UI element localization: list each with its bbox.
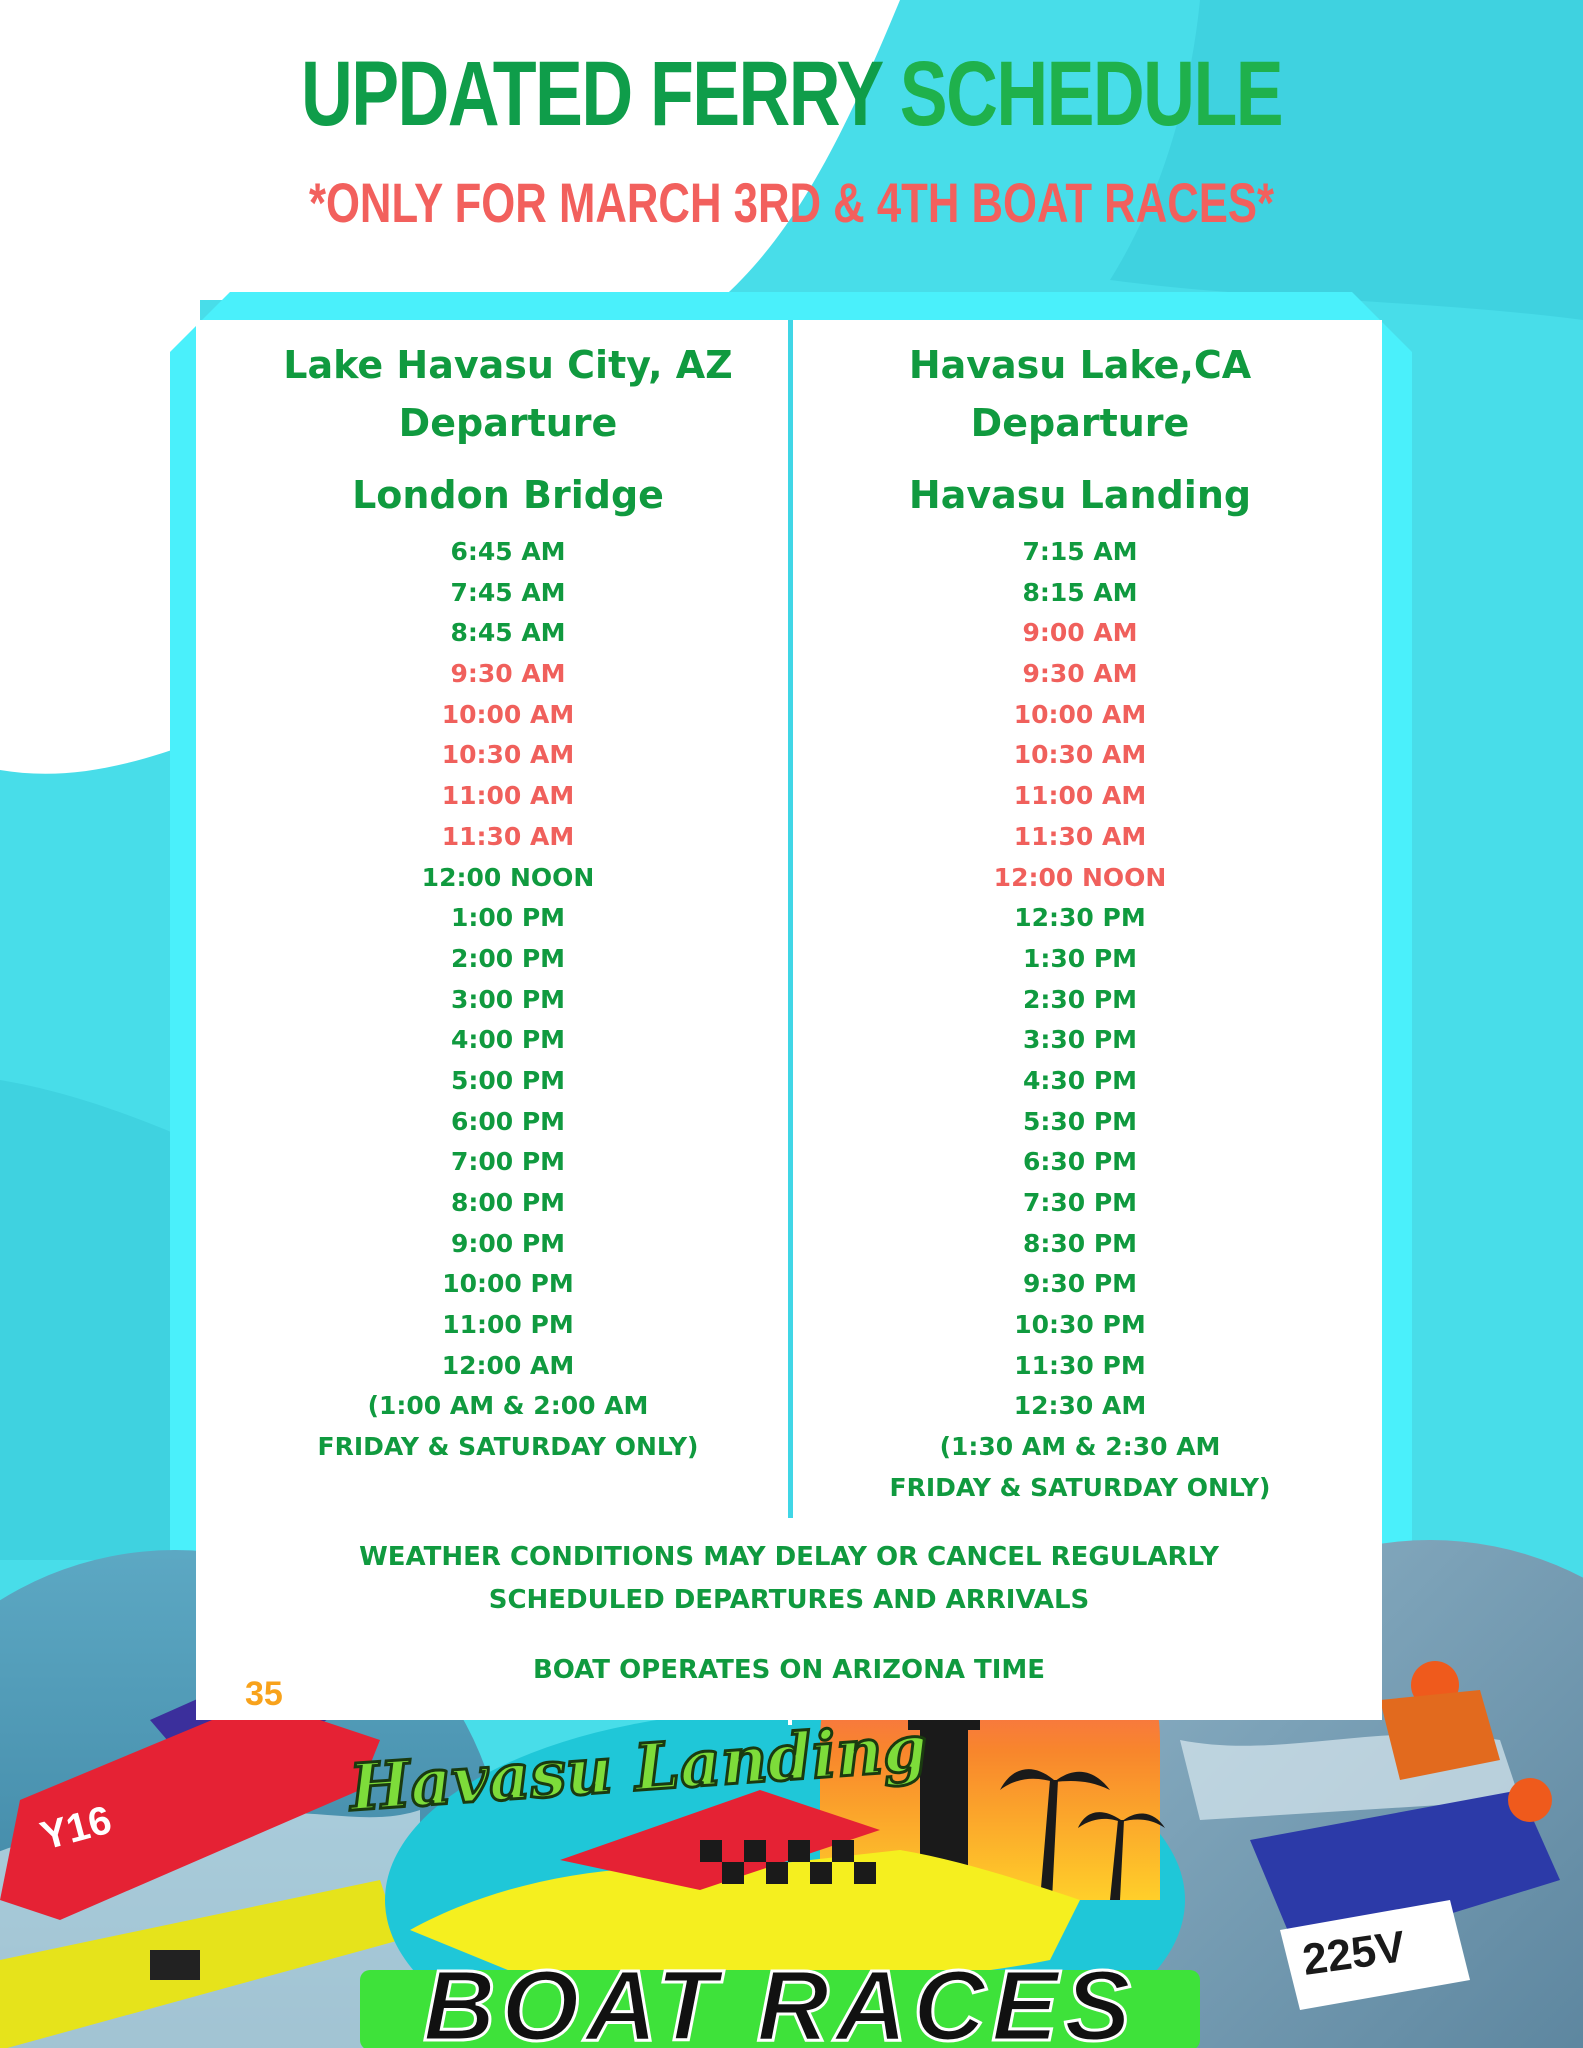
- left-time-17: 9:00 PM: [450, 1228, 566, 1258]
- right-time-1: 8:15 AM: [1022, 577, 1138, 607]
- left-location: London Bridge: [352, 473, 664, 517]
- left-time-9: 1:00 PM: [450, 903, 566, 933]
- right-time-14: 5:30 PM: [1022, 1106, 1138, 1136]
- right-boat-number-225v: 225V: [1299, 1922, 1409, 1985]
- left-note-line1: (1:00 AM & 2:00 AM: [367, 1391, 649, 1421]
- right-time-12: 3:30 PM: [1022, 1025, 1138, 1055]
- right-location: Havasu Landing: [908, 473, 1252, 517]
- right-time-13: 4:30 PM: [1022, 1065, 1138, 1095]
- left-time-6: 11:00 AM: [441, 781, 575, 811]
- left-time-12: 4:00 PM: [450, 1025, 566, 1055]
- right-note-line1: (1:30 AM & 2:30 AM: [939, 1432, 1221, 1462]
- left-time-16: 8:00 PM: [450, 1188, 566, 1217]
- left-time-18: 10:00 PM: [442, 1269, 574, 1299]
- left-time-4: 10:00 AM: [441, 699, 575, 729]
- right-time-20: 11:30 PM: [1014, 1350, 1146, 1380]
- logo-main-text: BOAT RACES: [423, 1950, 1137, 2048]
- weather-notice-line2: SCHEDULED DEPARTURES AND ARRIVALS: [488, 1585, 1090, 1615]
- left-time-5: 10:30 AM: [441, 740, 575, 770]
- right-time-16: 7:30 PM: [1022, 1188, 1138, 1217]
- left-boat-number-y16: Y16: [35, 1797, 117, 1859]
- left-time-0: 6:45 AM: [450, 537, 566, 566]
- right-time-6: 11:00 AM: [1013, 781, 1147, 811]
- left-time-19: 11:00 PM: [442, 1310, 574, 1340]
- left-heading-city: Lake Havasu City, AZ: [283, 343, 733, 387]
- page-subtitle: *ONLY FOR MARCH 3RD & 4TH BOAT RACES*: [308, 171, 1275, 234]
- right-time-5: 10:30 AM: [1013, 740, 1147, 770]
- right-heading-departure: Departure: [970, 401, 1190, 445]
- left-note-line2: FRIDAY & SATURDAY ONLY): [317, 1432, 699, 1462]
- right-time-4: 10:00 AM: [1013, 699, 1147, 729]
- left-time-1: 7:45 AM: [450, 577, 566, 607]
- right-time-18: 9:30 PM: [1022, 1269, 1138, 1299]
- right-time-19: 10:30 PM: [1014, 1310, 1146, 1340]
- right-time-2: 9:00 AM: [1022, 618, 1138, 648]
- right-time-9: 12:30 PM: [1014, 903, 1146, 933]
- right-note-line2: FRIDAY & SATURDAY ONLY): [889, 1472, 1271, 1502]
- right-time-0: 7:15 AM: [1022, 537, 1138, 566]
- right-time-3: 9:30 AM: [1022, 659, 1138, 689]
- weather-notice-line1: WEATHER CONDITIONS MAY DELAY OR CANCEL REGULARLY: [359, 1542, 1219, 1572]
- right-time-15: 6:30 PM: [1022, 1147, 1138, 1177]
- right-time-21: 12:30 AM: [1013, 1391, 1147, 1421]
- logo-script-text: Havasu Landing: [347, 1710, 930, 1827]
- left-boat-number-35: 35: [245, 1675, 283, 1713]
- left-time-13: 5:00 PM: [450, 1065, 566, 1095]
- left-time-15: 7:00 PM: [450, 1147, 566, 1177]
- right-heading-city: Havasu Lake,CA: [908, 343, 1252, 387]
- left-time-3: 9:30 AM: [450, 659, 566, 689]
- right-time-11: 2:30 PM: [1022, 984, 1138, 1014]
- timezone-notice: BOAT OPERATES ON ARIZONA TIME: [532, 1655, 1046, 1685]
- right-time-7: 11:30 AM: [1013, 821, 1147, 851]
- right-time-17: 8:30 PM: [1022, 1228, 1138, 1258]
- right-time-8: 12:00 NOON: [993, 862, 1167, 892]
- left-time-7: 11:30 AM: [441, 821, 575, 851]
- page-title: UPDATED FERRY SCHEDULE: [300, 43, 1283, 145]
- left-time-14: 6:00 PM: [450, 1106, 566, 1136]
- right-time-10: 1:30 PM: [1022, 943, 1138, 973]
- left-time-8: 12:00 NOON: [421, 862, 595, 892]
- left-time-20: 12:00 AM: [441, 1350, 575, 1380]
- left-time-10: 2:00 PM: [450, 943, 566, 973]
- left-time-11: 3:00 PM: [450, 984, 566, 1014]
- left-heading-departure: Departure: [398, 401, 618, 445]
- left-time-2: 8:45 AM: [450, 618, 566, 648]
